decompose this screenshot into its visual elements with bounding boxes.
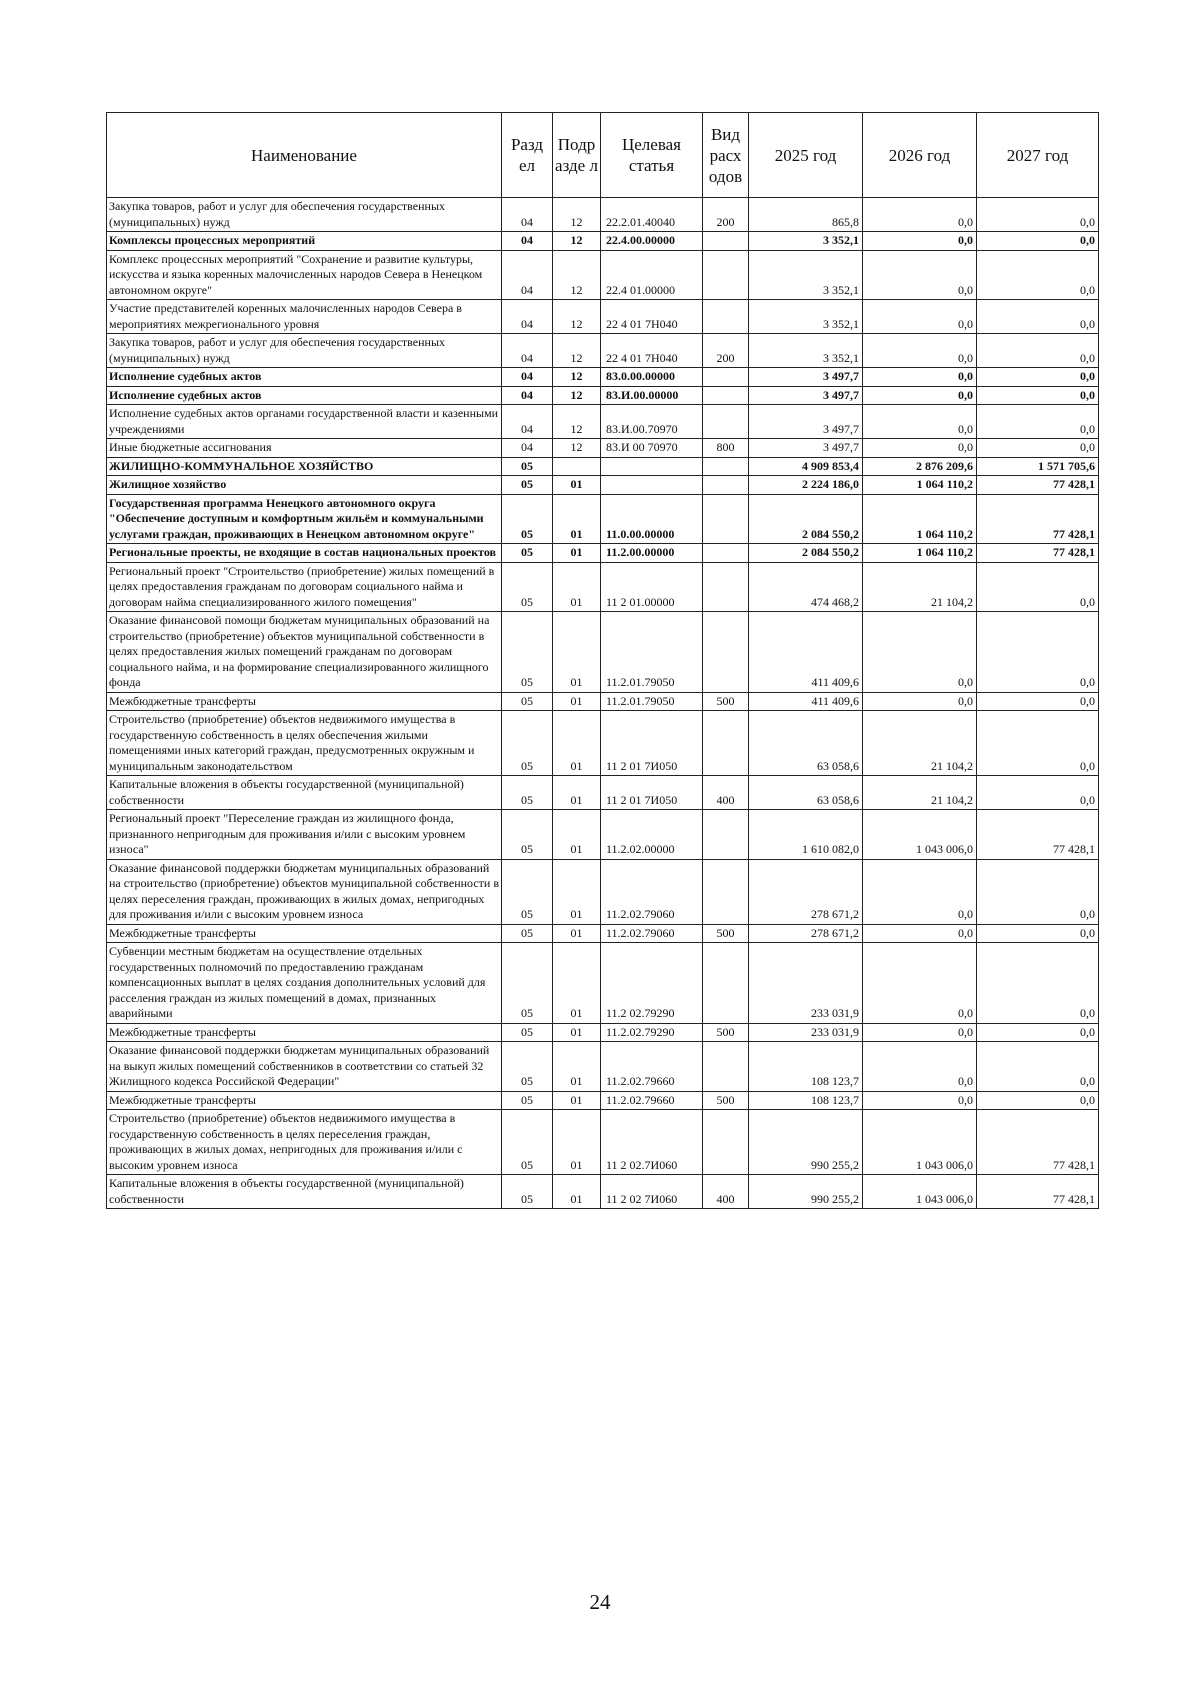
cell-2026: 0,0 bbox=[863, 300, 977, 334]
cell-2025: 865,8 bbox=[749, 198, 863, 232]
cell-target: 22.4.00.00000 bbox=[601, 232, 703, 251]
cell-2025: 233 031,9 bbox=[749, 1023, 863, 1042]
table-row bbox=[107, 776, 1099, 810]
table-row bbox=[107, 439, 1099, 458]
cell-2026: 21 104,2 bbox=[863, 562, 977, 612]
cell-2025: 2 224 186,0 bbox=[749, 476, 863, 495]
cell-razdel: 04 bbox=[502, 405, 553, 439]
cell-target: 11.2.02.79290 bbox=[601, 1023, 703, 1042]
cell-2027: 0,0 bbox=[977, 692, 1099, 711]
cell-vid: 500 bbox=[703, 924, 749, 943]
cell-name: Межбюджетные трансферты bbox=[107, 1091, 502, 1110]
cell-target: 11 2 01.00000 bbox=[601, 562, 703, 612]
cell-target: 22.2.01.40040 bbox=[601, 198, 703, 232]
page-number: 24 bbox=[589, 1590, 611, 1614]
cell-razdel: 05 bbox=[502, 943, 553, 1024]
cell-2026: 0,0 bbox=[863, 250, 977, 300]
cell-vid: 500 bbox=[703, 692, 749, 711]
table-row bbox=[107, 612, 1099, 693]
cell-2025: 3 352,1 bbox=[749, 232, 863, 251]
cell-2026: 0,0 bbox=[863, 232, 977, 251]
cell-vid bbox=[703, 612, 749, 693]
cell-2027: 0,0 bbox=[977, 711, 1099, 776]
cell-2027: 0,0 bbox=[977, 250, 1099, 300]
cell-razdel: 04 bbox=[502, 300, 553, 334]
cell-2025: 278 671,2 bbox=[749, 859, 863, 924]
header-podrazdel: Подр азде л bbox=[553, 113, 601, 198]
cell-vid: 400 bbox=[703, 776, 749, 810]
cell-2026: 0,0 bbox=[863, 334, 977, 368]
table-row bbox=[107, 1042, 1099, 1092]
cell-target: 11.2.02.79660 bbox=[601, 1042, 703, 1092]
cell-2027: 0,0 bbox=[977, 368, 1099, 387]
cell-2026: 0,0 bbox=[863, 198, 977, 232]
cell-vid bbox=[703, 1042, 749, 1092]
table-row bbox=[107, 232, 1099, 251]
cell-name: Комплекс процессных мероприятий "Сохранение и развитие культуры, искусства и языка коренных малочисленных народов Севера в Ненецком автономном округе" bbox=[107, 250, 502, 300]
cell-2026: 0,0 bbox=[863, 692, 977, 711]
cell-target: 11 2 02 7И060 bbox=[601, 1175, 703, 1209]
cell-target: 22 4 01 7Н040 bbox=[601, 300, 703, 334]
cell-target: 11.2.02.79060 bbox=[601, 859, 703, 924]
cell-2025: 4 909 853,4 bbox=[749, 457, 863, 476]
cell-podrazdel: 01 bbox=[553, 494, 601, 544]
cell-podrazdel: 01 bbox=[553, 1110, 601, 1175]
cell-name: Региональный проект "Переселение граждан из жилищного фонда, признанного непригодным для проживания и/или с высоким уровнем износа" bbox=[107, 810, 502, 860]
header-vid: Вид расх одов bbox=[703, 113, 749, 198]
cell-name: Строительство (приобретение) объектов недвижимого имущества в государственную собственность в целях переселения граждан, проживающих в жилых домах, непригодных для проживания и/или с высоким уровнем износа bbox=[107, 1110, 502, 1175]
cell-razdel: 05 bbox=[502, 859, 553, 924]
cell-target: 11.2.02.79660 bbox=[601, 1091, 703, 1110]
header-razdel: Разд ел bbox=[502, 113, 553, 198]
cell-2026: 0,0 bbox=[863, 924, 977, 943]
cell-target: 11.2.02.00000 bbox=[601, 810, 703, 860]
cell-podrazdel: 12 bbox=[553, 439, 601, 458]
cell-2027: 0,0 bbox=[977, 562, 1099, 612]
cell-target bbox=[601, 457, 703, 476]
table-header-row bbox=[107, 113, 1099, 198]
cell-podrazdel: 01 bbox=[553, 859, 601, 924]
cell-name: Закупка товаров, работ и услуг для обеспечения государственных (муниципальных) нужд bbox=[107, 334, 502, 368]
cell-name: Жилищное хозяйство bbox=[107, 476, 502, 495]
cell-name: Субвенции местным бюджетам на осуществление отдельных государственных полномочий по предоставлению гражданам компенсационных выплат в целях создания дополнительных условий для расселения граждан из жилых помещений в домах, признанных аварийными bbox=[107, 943, 502, 1024]
cell-podrazdel: 01 bbox=[553, 692, 601, 711]
cell-vid bbox=[703, 711, 749, 776]
cell-2027: 0,0 bbox=[977, 198, 1099, 232]
cell-2026: 21 104,2 bbox=[863, 776, 977, 810]
header-2025: 2025 год bbox=[749, 113, 863, 198]
cell-vid: 200 bbox=[703, 334, 749, 368]
cell-2025: 3 352,1 bbox=[749, 250, 863, 300]
cell-2025: 2 084 550,2 bbox=[749, 544, 863, 563]
cell-2025: 278 671,2 bbox=[749, 924, 863, 943]
cell-target: 11.2 02.79290 bbox=[601, 943, 703, 1024]
cell-vid bbox=[703, 232, 749, 251]
cell-2027: 77 428,1 bbox=[977, 476, 1099, 495]
cell-vid bbox=[703, 368, 749, 387]
cell-name: Иные бюджетные ассигнования bbox=[107, 439, 502, 458]
table-row bbox=[107, 943, 1099, 1024]
cell-vid bbox=[703, 250, 749, 300]
cell-vid bbox=[703, 810, 749, 860]
cell-2026: 0,0 bbox=[863, 1023, 977, 1042]
cell-target: 83.0.00.00000 bbox=[601, 368, 703, 387]
cell-2026: 0,0 bbox=[863, 859, 977, 924]
table-row bbox=[107, 405, 1099, 439]
table-row bbox=[107, 562, 1099, 612]
cell-2027: 77 428,1 bbox=[977, 544, 1099, 563]
cell-2027: 0,0 bbox=[977, 405, 1099, 439]
cell-2027: 0,0 bbox=[977, 386, 1099, 405]
table-row bbox=[107, 476, 1099, 495]
cell-name: Капитальные вложения в объекты государственной (муниципальной) собственности bbox=[107, 1175, 502, 1209]
table-row bbox=[107, 544, 1099, 563]
cell-2027: 0,0 bbox=[977, 859, 1099, 924]
cell-2025: 1 610 082,0 bbox=[749, 810, 863, 860]
cell-2027: 0,0 bbox=[977, 1042, 1099, 1092]
cell-vid: 200 bbox=[703, 198, 749, 232]
cell-razdel: 04 bbox=[502, 232, 553, 251]
cell-razdel: 05 bbox=[502, 1175, 553, 1209]
cell-name: Комплексы процессных мероприятий bbox=[107, 232, 502, 251]
cell-name: Межбюджетные трансферты bbox=[107, 924, 502, 943]
cell-vid bbox=[703, 544, 749, 563]
table-row bbox=[107, 1023, 1099, 1042]
cell-target: 83.И 00 70970 bbox=[601, 439, 703, 458]
cell-2026: 21 104,2 bbox=[863, 711, 977, 776]
table-row bbox=[107, 1110, 1099, 1175]
cell-name: Участие представителей коренных малочисленных народов Севера в мероприятиях межрегионального уровня bbox=[107, 300, 502, 334]
cell-vid bbox=[703, 943, 749, 1024]
cell-podrazdel: 01 bbox=[553, 1091, 601, 1110]
cell-name: Исполнение судебных актов bbox=[107, 368, 502, 387]
cell-razdel: 05 bbox=[502, 494, 553, 544]
cell-2025: 990 255,2 bbox=[749, 1110, 863, 1175]
table-row bbox=[107, 300, 1099, 334]
table-row bbox=[107, 1091, 1099, 1110]
cell-podrazdel: 12 bbox=[553, 405, 601, 439]
cell-target: 11 2 02.7И060 bbox=[601, 1110, 703, 1175]
cell-2027: 0,0 bbox=[977, 1023, 1099, 1042]
cell-razdel: 05 bbox=[502, 457, 553, 476]
cell-2026: 0,0 bbox=[863, 943, 977, 1024]
cell-razdel: 04 bbox=[502, 334, 553, 368]
cell-2026: 0,0 bbox=[863, 386, 977, 405]
cell-2027: 0,0 bbox=[977, 300, 1099, 334]
cell-vid bbox=[703, 494, 749, 544]
cell-razdel: 05 bbox=[502, 1110, 553, 1175]
cell-podrazdel: 01 bbox=[553, 943, 601, 1024]
cell-2025: 233 031,9 bbox=[749, 943, 863, 1024]
table-row bbox=[107, 711, 1099, 776]
cell-razdel: 05 bbox=[502, 1042, 553, 1092]
cell-razdel: 04 bbox=[502, 198, 553, 232]
cell-2025: 411 409,6 bbox=[749, 612, 863, 693]
cell-2027: 0,0 bbox=[977, 232, 1099, 251]
cell-target: 11.2.02.79060 bbox=[601, 924, 703, 943]
cell-2026: 1 064 110,2 bbox=[863, 476, 977, 495]
cell-vid bbox=[703, 476, 749, 495]
cell-name: Региональный проект "Строительство (приобретение) жилых помещений в целях предоставления гражданам по договорам социального найма и договорам найма специализированного жилого помещения" bbox=[107, 562, 502, 612]
cell-podrazdel: 01 bbox=[553, 562, 601, 612]
budget-table bbox=[106, 112, 1099, 1209]
cell-2027: 0,0 bbox=[977, 439, 1099, 458]
cell-name: Оказание финансовой поддержки бюджетам муниципальных образований на строительство (приобретение) объектов муниципальной собственности в целях переселения граждан, проживающих в жилых домах, непригодных для проживания и/или с высоким уровнем износа bbox=[107, 859, 502, 924]
cell-name: Межбюджетные трансферты bbox=[107, 1023, 502, 1042]
cell-podrazdel: 12 bbox=[553, 386, 601, 405]
cell-podrazdel: 01 bbox=[553, 1042, 601, 1092]
cell-name: Государственная программа Ненецкого автономного округа "Обеспечение доступным и комфортным жильём и коммунальными услугами граждан, проживающих в Ненецком автономном округе" bbox=[107, 494, 502, 544]
table-row bbox=[107, 386, 1099, 405]
table-row bbox=[107, 198, 1099, 232]
table-row bbox=[107, 1175, 1099, 1209]
cell-2025: 3 497,7 bbox=[749, 368, 863, 387]
cell-target: 11.0.00.00000 bbox=[601, 494, 703, 544]
header-name: Наименование bbox=[107, 113, 502, 198]
cell-name: Региональные проекты, не входящие в состав национальных проектов bbox=[107, 544, 502, 563]
cell-podrazdel: 12 bbox=[553, 250, 601, 300]
cell-name: Закупка товаров, работ и услуг для обеспечения государственных (муниципальных) нужд bbox=[107, 198, 502, 232]
cell-name: ЖИЛИЩНО-КОММУНАЛЬНОЕ ХОЗЯЙСТВО bbox=[107, 457, 502, 476]
cell-2026: 1 064 110,2 bbox=[863, 494, 977, 544]
cell-2025: 63 058,6 bbox=[749, 711, 863, 776]
cell-2026: 0,0 bbox=[863, 612, 977, 693]
cell-target: 11.2.01.79050 bbox=[601, 612, 703, 693]
cell-target: 22 4 01 7Н040 bbox=[601, 334, 703, 368]
table-row bbox=[107, 334, 1099, 368]
cell-2027: 77 428,1 bbox=[977, 494, 1099, 544]
cell-name: Оказание финансовой поддержки бюджетам муниципальных образований на выкуп жилых помещений собственников в соответствии со статьей 32 Жилищного кодекса Российской Федерации" bbox=[107, 1042, 502, 1092]
cell-podrazdel: 01 bbox=[553, 476, 601, 495]
cell-podrazdel: 12 bbox=[553, 232, 601, 251]
cell-vid: 400 bbox=[703, 1175, 749, 1209]
cell-target: 83.И.00.70970 bbox=[601, 405, 703, 439]
cell-vid bbox=[703, 859, 749, 924]
cell-razdel: 05 bbox=[502, 1023, 553, 1042]
cell-podrazdel: 01 bbox=[553, 924, 601, 943]
cell-podrazdel: 12 bbox=[553, 198, 601, 232]
cell-2026: 0,0 bbox=[863, 439, 977, 458]
cell-target: 83.И.00.00000 bbox=[601, 386, 703, 405]
cell-vid: 500 bbox=[703, 1023, 749, 1042]
cell-podrazdel: 01 bbox=[553, 810, 601, 860]
header-2027: 2027 год bbox=[977, 113, 1099, 198]
cell-vid bbox=[703, 386, 749, 405]
cell-podrazdel bbox=[553, 457, 601, 476]
cell-2026: 2 876 209,6 bbox=[863, 457, 977, 476]
cell-name: Исполнение судебных актов bbox=[107, 386, 502, 405]
cell-razdel: 05 bbox=[502, 476, 553, 495]
cell-razdel: 05 bbox=[502, 1091, 553, 1110]
cell-razdel: 04 bbox=[502, 250, 553, 300]
cell-razdel: 04 bbox=[502, 439, 553, 458]
cell-razdel: 05 bbox=[502, 692, 553, 711]
cell-vid bbox=[703, 405, 749, 439]
cell-name: Капитальные вложения в объекты государственной (муниципальной) собственности bbox=[107, 776, 502, 810]
cell-2025: 3 352,1 bbox=[749, 300, 863, 334]
cell-2025: 474 468,2 bbox=[749, 562, 863, 612]
cell-vid bbox=[703, 562, 749, 612]
table-row bbox=[107, 924, 1099, 943]
cell-vid bbox=[703, 300, 749, 334]
cell-2026: 0,0 bbox=[863, 1042, 977, 1092]
cell-target bbox=[601, 476, 703, 495]
cell-2027: 0,0 bbox=[977, 943, 1099, 1024]
cell-razdel: 05 bbox=[502, 776, 553, 810]
cell-2027: 1 571 705,6 bbox=[977, 457, 1099, 476]
cell-2027: 77 428,1 bbox=[977, 1110, 1099, 1175]
cell-2025: 411 409,6 bbox=[749, 692, 863, 711]
table-row bbox=[107, 494, 1099, 544]
cell-target: 11 2 01 7И050 bbox=[601, 776, 703, 810]
cell-2025: 3 352,1 bbox=[749, 334, 863, 368]
cell-name: Оказание финансовой помощи бюджетам муниципальных образований на строительство (приобретение) объектов муниципальной собственности в целях предоставления жилых помещений гражданам по договорам социального найма, и на формирование специализированного жилищного фонда bbox=[107, 612, 502, 693]
cell-vid: 800 bbox=[703, 439, 749, 458]
cell-2025: 990 255,2 bbox=[749, 1175, 863, 1209]
table-row bbox=[107, 368, 1099, 387]
cell-razdel: 04 bbox=[502, 386, 553, 405]
cell-2027: 0,0 bbox=[977, 334, 1099, 368]
cell-2026: 1 043 006,0 bbox=[863, 1110, 977, 1175]
cell-2027: 77 428,1 bbox=[977, 810, 1099, 860]
cell-2027: 0,0 bbox=[977, 1091, 1099, 1110]
table-row bbox=[107, 457, 1099, 476]
cell-name: Строительство (приобретение) объектов недвижимого имущества в государственную собственность в целях обеспечения жилыми помещениями иных категорий граждан, предусмотренных окружным и муниципальным законодательством bbox=[107, 711, 502, 776]
cell-2026: 1 043 006,0 bbox=[863, 1175, 977, 1209]
cell-2025: 3 497,7 bbox=[749, 439, 863, 458]
cell-podrazdel: 01 bbox=[553, 1175, 601, 1209]
table-body bbox=[107, 198, 1099, 1209]
header-target: Целевая статья bbox=[601, 113, 703, 198]
cell-podrazdel: 12 bbox=[553, 368, 601, 387]
cell-2027: 0,0 bbox=[977, 924, 1099, 943]
cell-vid bbox=[703, 457, 749, 476]
cell-razdel: 05 bbox=[502, 544, 553, 563]
cell-razdel: 05 bbox=[502, 924, 553, 943]
cell-2025: 108 123,7 bbox=[749, 1042, 863, 1092]
cell-podrazdel: 01 bbox=[553, 1023, 601, 1042]
cell-target: 11.2.01.79050 bbox=[601, 692, 703, 711]
cell-2025: 3 497,7 bbox=[749, 386, 863, 405]
cell-2026: 0,0 bbox=[863, 1091, 977, 1110]
cell-2025: 63 058,6 bbox=[749, 776, 863, 810]
cell-razdel: 05 bbox=[502, 711, 553, 776]
cell-razdel: 04 bbox=[502, 368, 553, 387]
cell-2025: 2 084 550,2 bbox=[749, 494, 863, 544]
table-row bbox=[107, 692, 1099, 711]
cell-2027: 0,0 bbox=[977, 776, 1099, 810]
table-row bbox=[107, 250, 1099, 300]
cell-razdel: 05 bbox=[502, 810, 553, 860]
cell-2026: 0,0 bbox=[863, 368, 977, 387]
cell-name: Исполнение судебных актов органами государственной власти и казенными учреждениями bbox=[107, 405, 502, 439]
cell-razdel: 05 bbox=[502, 562, 553, 612]
cell-podrazdel: 01 bbox=[553, 776, 601, 810]
cell-podrazdel: 01 bbox=[553, 711, 601, 776]
cell-podrazdel: 12 bbox=[553, 334, 601, 368]
cell-2025: 108 123,7 bbox=[749, 1091, 863, 1110]
cell-podrazdel: 01 bbox=[553, 612, 601, 693]
cell-razdel: 05 bbox=[502, 612, 553, 693]
table-row bbox=[107, 859, 1099, 924]
cell-target: 11.2.00.00000 bbox=[601, 544, 703, 563]
cell-2026: 0,0 bbox=[863, 405, 977, 439]
cell-podrazdel: 12 bbox=[553, 300, 601, 334]
cell-2026: 1 043 006,0 bbox=[863, 810, 977, 860]
cell-2025: 3 497,7 bbox=[749, 405, 863, 439]
table-row bbox=[107, 810, 1099, 860]
cell-vid bbox=[703, 1110, 749, 1175]
cell-name: Межбюджетные трансферты bbox=[107, 692, 502, 711]
cell-2027: 0,0 bbox=[977, 612, 1099, 693]
cell-target: 11 2 01 7И050 bbox=[601, 711, 703, 776]
cell-2026: 1 064 110,2 bbox=[863, 544, 977, 563]
cell-2027: 77 428,1 bbox=[977, 1175, 1099, 1209]
cell-target: 22.4 01.00000 bbox=[601, 250, 703, 300]
header-2026: 2026 год bbox=[863, 113, 977, 198]
cell-vid: 500 bbox=[703, 1091, 749, 1110]
cell-podrazdel: 01 bbox=[553, 544, 601, 563]
